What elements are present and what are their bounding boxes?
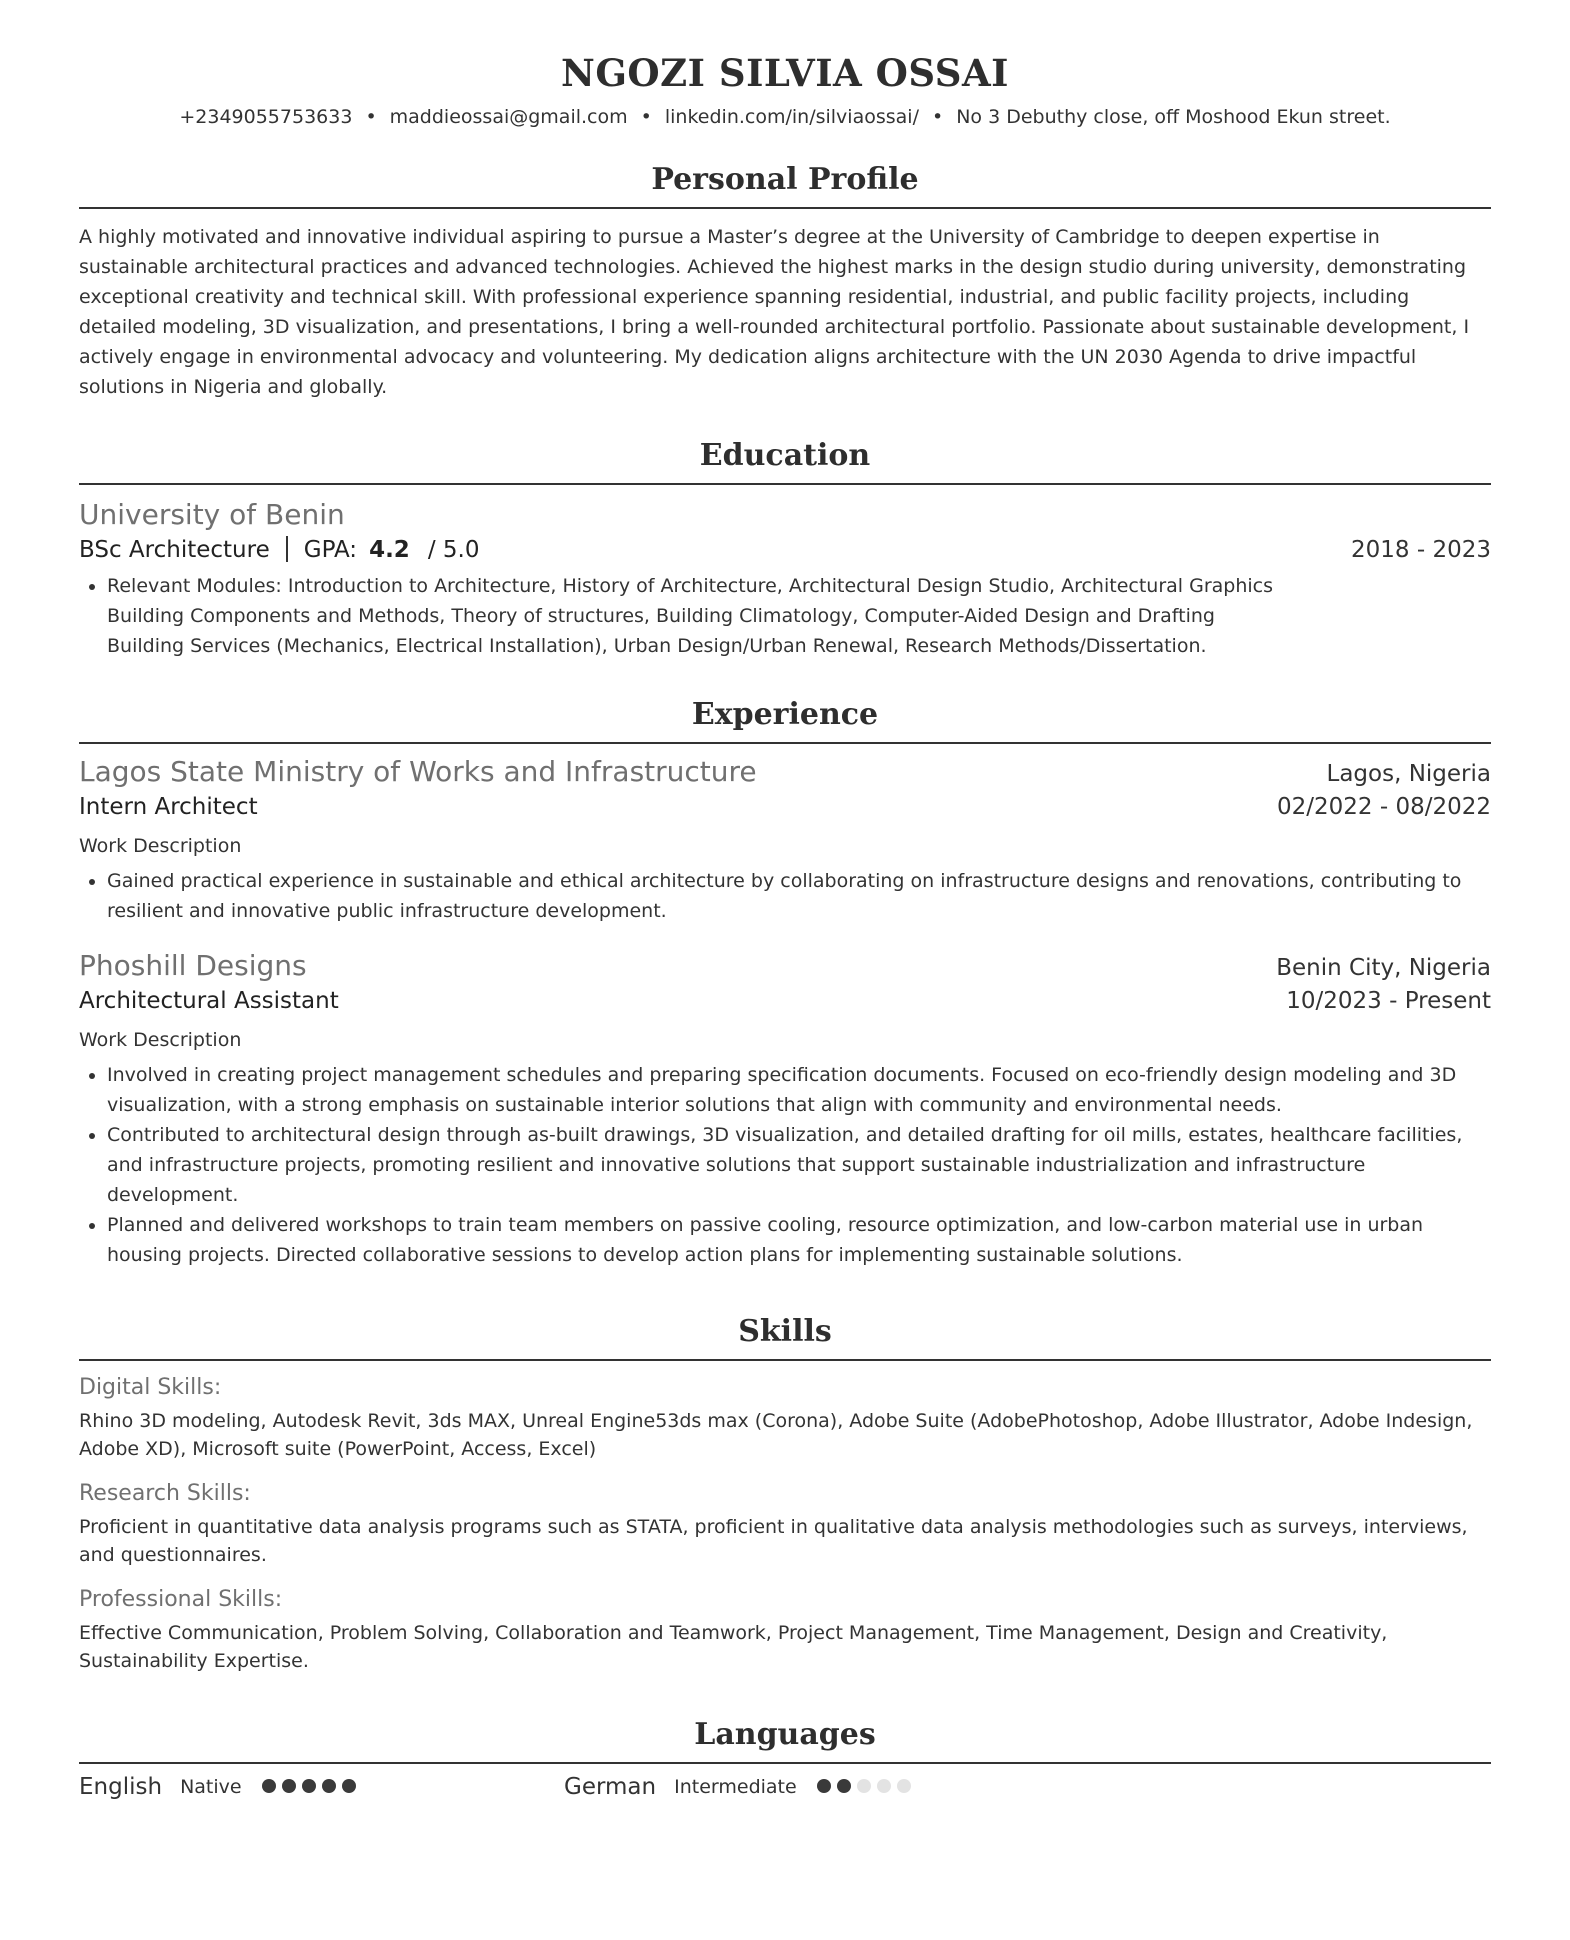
section-divider <box>79 1762 1491 1764</box>
modules-list <box>79 571 1491 661</box>
experience-section <box>79 695 1491 1270</box>
job-entry <box>79 754 1491 926</box>
language-level: Intermediate <box>674 1776 797 1798</box>
module-line: Relevant Modules: Introduction to Architecture, History of Architecture, Architectural Design Studio, Architectural Graphics <box>107 575 1274 597</box>
languages-section <box>79 1715 1491 1800</box>
skills-section <box>79 1312 1491 1675</box>
language-level: Native <box>180 1776 242 1798</box>
section-title-profile: Personal Profile <box>651 162 919 197</box>
job-role: Architectural Assistant <box>79 988 339 1014</box>
linkedin-link[interactable]: linkedin.com/in/silviaossai/ <box>664 106 919 128</box>
profile-text: A highly motivated and innovative individual aspiring to pursue a Master’s degree at the University of Cambridge to deepen expertise in sustainable architectural practices and advanced technologies. Achieved the highest marks in the design studio during university, demonstrating exceptional creativity and technical skill. With professional experience spanning residential, industrial, and public facility projects, including detailed modeling, 3D visualization, and presentations, I bring a well-rounded architectural portfolio. Passionate about sustainable development, I actively engage in environmental advocacy and volunteering. My dedication aligns architecture with the UN 2030 Agenda to drive impactful solutions in Nigeria and globally. <box>79 226 1470 398</box>
job-role: Intern Architect <box>79 794 258 820</box>
rating-dot-empty <box>857 1779 871 1793</box>
degree-row <box>79 533 1491 567</box>
job-location: Benin City, Nigeria <box>1276 955 1491 981</box>
section-title-skills: Skills <box>738 1314 832 1349</box>
skill-group <box>79 1373 1491 1463</box>
language-name: English <box>79 1774 163 1800</box>
skill-group <box>79 1585 1491 1675</box>
rating-dot-filled <box>282 1779 296 1793</box>
language-entry <box>79 1774 564 1800</box>
list-item <box>107 571 1491 661</box>
work-description-label: Work Description <box>79 835 242 857</box>
job-header-row <box>79 754 1491 790</box>
section-divider <box>79 742 1491 744</box>
gpa-label: GPA: <box>303 537 358 563</box>
separator: • <box>931 106 944 128</box>
language-entry <box>564 1774 1049 1800</box>
degree: BSc Architecture <box>79 537 270 563</box>
section-title-languages: Languages <box>694 1717 876 1752</box>
phone: +2349055753633 <box>179 106 353 128</box>
gpa-value: 4.2 <box>369 537 410 563</box>
profile-section <box>79 160 1491 402</box>
work-description-label: Work Description <box>79 1029 242 1051</box>
job-org: Phoshill Designs <box>79 949 307 982</box>
contact-line <box>79 104 1491 130</box>
rating-dot-filled <box>837 1779 851 1793</box>
module-line: Building Components and Methods, Theory of structures, Building Climatology, Computer-Aided Design and Drafting <box>107 605 1215 627</box>
skill-category: Professional Skills: <box>79 1587 283 1612</box>
section-title-education: Education <box>699 438 871 473</box>
job-header-row <box>79 948 1491 984</box>
divider-bar <box>286 536 288 562</box>
skill-category: Digital Skills: <box>79 1375 222 1400</box>
rating-dot-filled <box>322 1779 336 1793</box>
section-divider <box>79 483 1491 485</box>
job-org: Lagos State Ministry of Works and Infrastructure <box>79 755 757 788</box>
degree-line <box>79 533 479 567</box>
job-role-row <box>79 984 1491 1018</box>
rating-dot-filled <box>342 1779 356 1793</box>
list-item: • Planned and delivered workshops to train team members on passive cooling, resource optimization, and low-carbon material use in urban housing projects. Directed collaborative sessions to develop action plans for implementing sustainable solutions. <box>107 1210 1491 1270</box>
gpa-max: / 5.0 <box>427 537 480 563</box>
rating-dot-filled <box>262 1779 276 1793</box>
job-dates: 02/2022 - 08/2022 <box>1276 794 1491 820</box>
language-rating <box>817 1778 917 1797</box>
job-role-row <box>79 790 1491 824</box>
language-rating <box>262 1778 362 1797</box>
candidate-name: NGOZI SILVIA OSSAI <box>561 51 1009 95</box>
section-divider <box>79 207 1491 209</box>
job-dates: 10/2023 - Present <box>1286 988 1491 1014</box>
skill-group <box>79 1479 1491 1569</box>
email[interactable]: maddieossai@gmail.com <box>389 106 628 128</box>
skill-text: Effective Communication, Problem Solving, Collaboration and Teamwork, Project Management, Time Management, Design and Creativity, Sustainability Expertise. <box>79 1622 1388 1672</box>
education-section <box>79 436 1491 661</box>
school-name: University of Benin <box>79 498 345 531</box>
separator: • <box>640 106 652 128</box>
job-bullets <box>79 1060 1491 1270</box>
rating-dot-empty <box>877 1779 891 1793</box>
section-title-experience: Experience <box>691 697 879 732</box>
languages-row <box>79 1774 1491 1800</box>
list-item: • Involved in creating project management schedules and preparing specification documents. Focused on eco-friendly design modeling and 3D visualization, with a strong emphasis on sustainable interior solutions that align with community and environmental needs. <box>107 1060 1491 1120</box>
module-line: Building Services (Mechanics, Electrical Installation), Urban Design/Urban Renewal, Research Methods/Dissertation. <box>107 635 1207 657</box>
job-bullets <box>79 866 1491 926</box>
education-dates: 2018 - 2023 <box>1351 537 1491 563</box>
skill-text: Rhino 3D modeling, Autodesk Revit, 3ds MAX, Unreal Engine53ds max (Corona), Adobe Suite (AdobePhotoshop, Adobe Illustrator, Adobe Indesign, Adobe XD), Microsoft suite (PowerPoint, Access, Excel) <box>79 1410 1473 1460</box>
job-location: Lagos, Nigeria <box>1326 761 1491 787</box>
rating-dot-filled <box>817 1779 831 1793</box>
rating-dot-filled <box>302 1779 316 1793</box>
section-divider <box>79 1359 1491 1361</box>
separator: • <box>365 106 377 128</box>
skill-category: Research Skills: <box>79 1481 251 1506</box>
list-item: • Contributed to architectural design through as-built drawings, 3D visualization, and detailed drafting for oil mills, estates, healthcare facilities, and infrastructure projects, promoting resilient and innovative solutions that support sustainable industrialization and infrastructure development. <box>107 1120 1491 1210</box>
skill-text: Proficient in quantitative data analysis programs such as STATA, proficient in qualitative data analysis methodologies such as surveys, interviews, and questionnaires. <box>79 1516 1468 1566</box>
list-item: • Gained practical experience in sustainable and ethical architecture by collaborating on infrastructure designs and renovations, contributing to resilient and innovative public infrastructure development. <box>107 866 1491 926</box>
address: No 3 Debuthy close, off Moshood Ekun street. <box>956 106 1391 128</box>
job-entry <box>79 948 1491 1270</box>
rating-dot-empty <box>897 1779 911 1793</box>
language-name: German <box>564 1774 657 1800</box>
